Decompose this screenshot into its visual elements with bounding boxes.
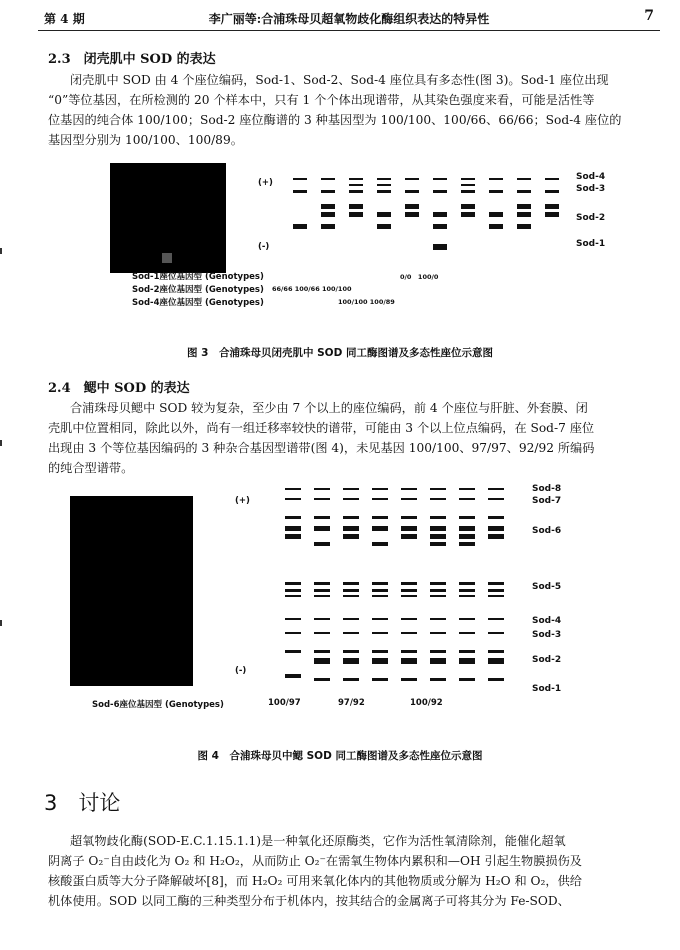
figure-4: [70, 478, 630, 718]
section-3-line: 阴离子 O₂⁻自由歧化为 O₂ 和 H₂O₂，从而防止 O₂⁻在需氧生物体内累积和—OH 引起生物膜损伤及: [48, 854, 582, 868]
locus-label: Sod-3: [532, 630, 562, 640]
section-heading-2-4: 2.4 鳃中 SOD 的表达: [48, 381, 190, 396]
section-3-line: 核酸蛋白质等大分子降解破坏[8]，而 H₂O₂ 可用来氧化体内的其他物质或分解为 H₂O 和 O₂，供给: [48, 874, 582, 888]
genotype-values: 0/0 100/0: [400, 273, 439, 281]
section-2-3-line: 位基因的纯合体 100/100；Sod-2 座位酶谱的 3 种基因型为 100/100、100/66、66/66；Sod-4 座位的: [48, 113, 622, 127]
page-number: 7: [644, 8, 654, 24]
margin-tick: [0, 440, 2, 446]
margin-tick: [0, 248, 2, 254]
section-2-4-line: 的纯合型谱带。: [48, 461, 134, 475]
section-2-3-line: 闭壳肌中 SOD 由 4 个座位编码，Sod-1、Sod-2、Sod-4 座位具有多态性(图 3)。Sod-1 座位出现: [70, 73, 609, 87]
genotype-value: 100/92: [410, 698, 443, 708]
genotype-row-label: Sod-1座位基因型 (Genotypes): [132, 272, 264, 282]
locus-label: Sod-4: [576, 172, 606, 182]
genotype-value: 100/97: [268, 698, 301, 708]
section-3-line: 超氧物歧化酶(SOD-E.C.1.15.1.1)是一种氧化还原酶类，它作为活性氧清除剂，能催化超氧: [70, 834, 566, 848]
figure-4-caption: 图 4 合浦珠母贝中鳃 SOD 同工酶图谱及多态性座位示意图: [197, 750, 483, 762]
figure-3: [110, 160, 630, 320]
cathode-label: (-): [258, 242, 270, 252]
running-header: [38, 8, 660, 31]
section-2-4-line: 合浦珠母贝鳃中 SOD 较为复杂，至少由 7 个以上的座位编码，前 4 个座位与肝脏、外套膜、闭: [70, 401, 588, 415]
genotype-row-label: Sod-2座位基因型 (Genotypes): [132, 285, 264, 295]
genotype-row-label: Sod-4座位基因型 (Genotypes): [132, 298, 264, 308]
section-2-4-line: 壳肌中位置相同，除此以外，尚有一组迁移率较快的谱带，可能由 3 个以上位点编码，在 Sod-7 座位: [48, 421, 595, 435]
section-2-3-line: 基因型分别为 100/100、100/89。: [48, 133, 243, 147]
locus-label: Sod-7: [532, 496, 562, 506]
section-2-4-line: 出现由 3 个等位基因编码的 3 种杂合基因型谱带(图 4)，未见基因 100/100、97/97、92/92 所编码: [48, 441, 595, 455]
section-heading-3: 3 讨论: [44, 791, 121, 815]
cathode-label: (-): [235, 666, 247, 676]
anode-label: (+): [235, 496, 250, 506]
genotype-values: 100/100 100/89: [338, 298, 395, 306]
locus-label: Sod-3: [576, 184, 606, 194]
section-3-line: 机体使用。SOD 以同工酶的三种类型分布于机体内，按其结合的金属离子可将其分为 Fe-SOD、: [48, 894, 570, 908]
genotype-value: 97/92: [338, 698, 365, 708]
genotype-values: 66/66 100/66 100/100: [272, 285, 352, 293]
locus-label: Sod-2: [532, 655, 562, 665]
zymogram-schematic: [280, 482, 520, 702]
figure-3-caption: 图 3 合浦珠母贝闭壳肌中 SOD 同工酶图谱及多态性座位示意图: [187, 347, 493, 359]
running-title: 李广丽等:合浦珠母贝超氧物歧化酶组织表达的特异性: [208, 12, 490, 26]
gel-band: [162, 253, 172, 263]
locus-label: Sod-1: [532, 684, 562, 694]
locus-label: Sod-6: [532, 526, 562, 536]
margin-tick: [0, 620, 2, 626]
section-2-3-line: “0”等位基因，在所检测的 20 个样本中，只有 1 个个体出现谱带，从其染色强度来看，可能是活性等: [48, 93, 595, 107]
anode-label: (+): [258, 178, 273, 188]
gel-photo: [110, 163, 226, 273]
locus-label: Sod-8: [532, 484, 562, 494]
locus-label: Sod-5: [532, 582, 562, 592]
genotype-row-label: Sod-6座位基因型 (Genotypes): [92, 700, 224, 710]
zymogram-schematic: [285, 168, 575, 268]
issue-number: 第 4 期: [44, 12, 85, 26]
locus-label: Sod-1: [576, 239, 606, 249]
locus-label: Sod-2: [576, 213, 606, 223]
section-heading-2-3: 2.3 闭壳肌中 SOD 的表达: [48, 52, 216, 67]
locus-label: Sod-4: [532, 616, 562, 626]
gel-photo: [70, 496, 193, 686]
